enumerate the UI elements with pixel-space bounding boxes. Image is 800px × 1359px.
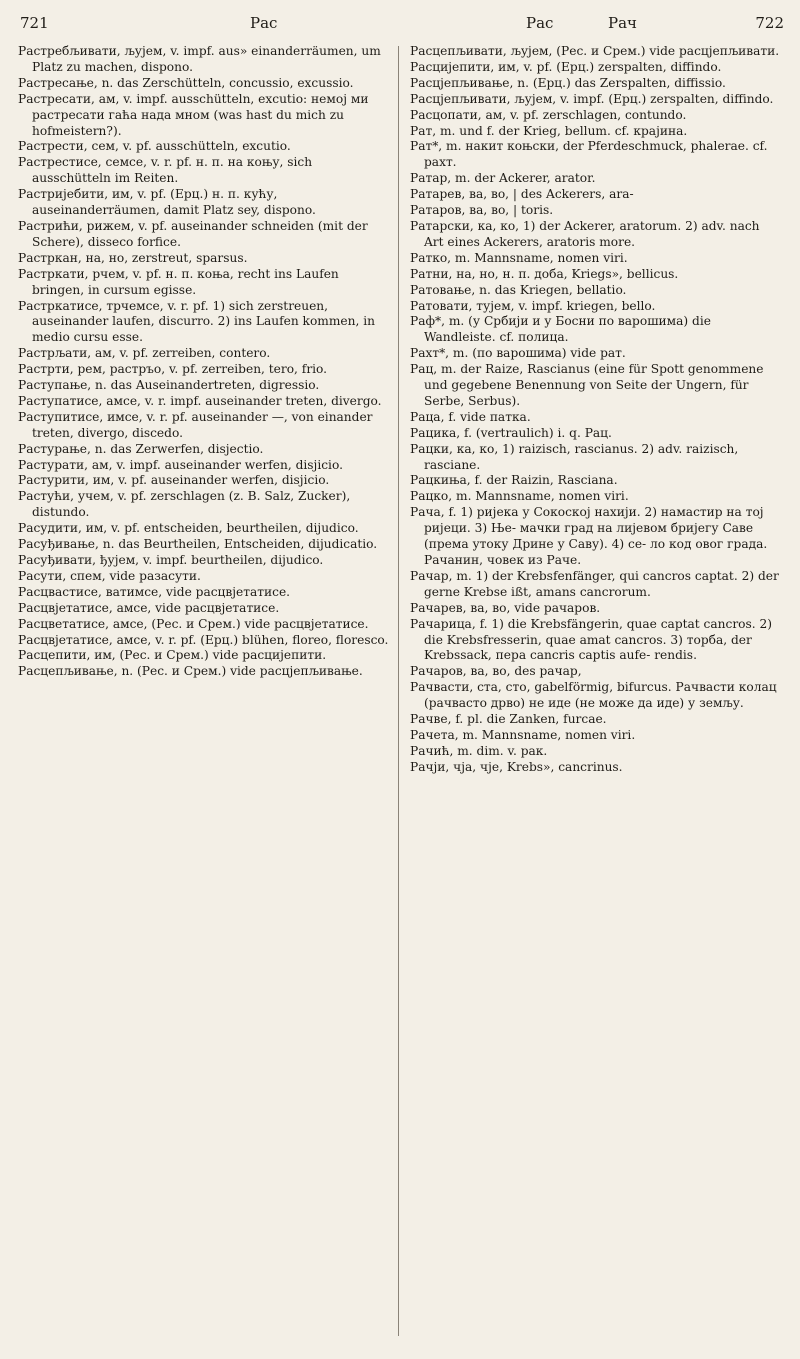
dictionary-entry: Растресати, ам, v. impf. ausschütteln, excutio: немој ми растресати гаћа нада мном (was hast du mich zu hofmeistern?). <box>18 91 369 138</box>
dictionary-entry: Рача, f. 1) ријека у Сокоској нахији. 2) намастир на тој ријеци. 3) Ње- мачки град на лијевом бријегу Саве (према утоку Дрине у Саву). 4) се- ло код овог града. Рачанин, човек из Раче. <box>410 505 768 567</box>
dictionary-entry: Раступање, n. das Auseinandertreten, digressio. <box>18 378 320 393</box>
dictionary-entry: Рачји, чја, чје, Krebs», cancrinus. <box>410 759 623 774</box>
dictionary-entry: Раца, f. vide патка. <box>410 409 531 424</box>
dictionary-entry: Ратовање, n. das Kriegen, bellatio. <box>410 282 627 297</box>
dictionary-entry: Расцвастисе, ватимсе, vide расцвјетатисе. <box>18 584 291 599</box>
dictionary-entry: Расцјепљивање, n. (Ерц.) das Zerspalten, diffissio. <box>410 75 726 90</box>
dictionary-entry: Расуђивати, ђујем, v. impf. beurtheilen, dijudico. <box>18 553 324 567</box>
dictionary-entry: Растрести, сем, v. pf. ausschütteln, excutio. <box>18 139 291 154</box>
dictionary-entry: Рацки, ка, ко, 1) raizisch, rascianus. 2) adv. raizisch, rasciane. <box>410 441 739 472</box>
dictionary-entry: Ратко, m. Mannsname, nomen viri. <box>410 250 628 265</box>
dictionary-entry: Рачар, m. 1) der Krebsfenfänger, qui cancros captat. 2) der gerne Krebse ißt, amans cancrorum. <box>410 568 779 599</box>
dictionary-entry: Растријебити, им, v. pf. (Ерц.) н. п. кућу, auseinanderräumen, damit Platz sey, dispono. <box>18 187 316 218</box>
dictionary-entry: Ратар, m. der Ackerer, arator. <box>410 171 596 186</box>
dictionary-entry: Расцепљивати, љујем, (Рес. и Срем.) vide расцјепљивати. <box>410 44 780 58</box>
dictionary-entry: Расуђивање, n. das Beurtheilen, Entscheiden, dijudicatio. <box>18 537 378 552</box>
left-column <box>18 44 390 680</box>
dictionary-entry: Расцијепити, им, v. pf. (Ерц.) zerspalten, diffindo. <box>410 59 722 74</box>
dictionary-entry: Растресање, n. das Zerschütteln, concussio, excussio. <box>18 75 354 90</box>
right-running-headword: Рач <box>608 14 637 32</box>
dictionary-entry: Ратни, на, но, н. п. доба, Kriegs», bellicus. <box>410 266 679 281</box>
dictionary-entry: Растркатисе, трчемсе, v. r. pf. 1) sich zerstreuen, auseinander laufen, discurro. 2) ins Laufen kommen, in medio cursu esse. <box>18 298 375 345</box>
middle-running-headword: Рас <box>526 14 554 32</box>
dictionary-entry: Растребљивати, љујем, v. impf. aus» einanderräumen, um Platz zu machen, dispono. <box>18 44 381 74</box>
dictionary-entry: Растрљати, ам, v. pf. zerreiben, contero. <box>18 346 271 361</box>
dictionary-entry: Расути, спем, vide разасути. <box>18 568 201 583</box>
dictionary-entry: Растрти, рем, растръо, v. pf. zerreiben, tero, frio. <box>18 362 328 377</box>
dictionary-entry: Рачве, f. pl. die Zanken, furcae. <box>410 712 607 727</box>
dictionary-entry: Ратарски, ка, ко, 1) der Ackerer, aratorum. 2) adv. nach Art eines Ackerers, aratoris more. <box>410 218 760 249</box>
dictionary-entry: Рачић, m. dim. v. рак. <box>410 743 548 758</box>
dictionary-entry: Растурити, им, v. pf. auseinander werfen, disjicio. <box>18 473 330 488</box>
dictionary-entry: Растући, учем, v. pf. zerschlagen (z. B. Salz, Zucker), distundo. <box>18 489 351 520</box>
dictionary-entry: Расцвјетатисе, амсе, vide расцвјетатисе. <box>18 600 280 615</box>
page-header <box>20 14 784 36</box>
left-running-headword: Рас <box>250 14 278 32</box>
dictionary-entry: Ратарев, ва, во, | des Ackerers, ara- <box>410 187 634 202</box>
dictionary-entry: Растрићи, рижем, v. pf. auseinander schneiden (mit der Schere), disseco forfice. <box>18 218 368 249</box>
dictionary-entry: Расцвјетатисе, амсе, v. r. pf. (Ерц.) blühen, floreo, floresco. <box>18 632 389 647</box>
dictionary-entry: Рачарица, f. 1) die Krebsfängerin, quae captat cancros. 2) die Krebsfresserin, quae amat cancros. 3) торба, der Krebssack, пера cancris captis aufe- rendis. <box>410 616 772 663</box>
dictionary-entry: Расудити, им, v. pf. entscheiden, beurtheilen, dijudico. <box>18 521 359 536</box>
dictionary-entry: Рачарев, ва, во, vide рачаров. <box>410 600 601 615</box>
dictionary-entry: Рац, m. der Raize, Rascianus (eine für Spott genommene und gegebene Benennung von Seite der Ungern, für Serbe, Serbus). <box>410 362 764 408</box>
dictionary-entry: Рахт*, m. (по варошима) vide рат. <box>410 346 626 361</box>
dictionary-entry: Рачаров, ва, во, des рачар, <box>410 664 582 679</box>
dictionary-entry: Рат, m. und f. der Krieg, bellum. cf. крајина. <box>410 123 688 138</box>
dictionary-entry: Ратаров, ва, во, | toris. <box>410 203 554 218</box>
dictionary-entry: Растркати, рчем, v. pf. н. п. коња, recht ins Laufen bringen, in cursum egisse. <box>18 266 339 297</box>
dictionary-entry: Расцепљивање, n. (Рес. и Срем.) vide расцјепљивање. <box>18 664 363 679</box>
dictionary-entry: Раф*, m. (у Србији и у Босни по варошима) die Wandleiste. cf. полица. <box>410 314 711 345</box>
dictionary-entry: Расцјепљивати, љујем, v. impf. (Ерц.) zerspalten, diffindo. <box>410 91 774 106</box>
right-column <box>410 44 782 776</box>
dictionary-entry: Растурати, ам, v. impf. auseinander werfen, disjicio. <box>18 457 343 472</box>
dictionary-entry: Растркан, на, но, zerstreut, sparsus. <box>18 250 248 265</box>
dictionary-entry: Раступитисе, имсе, v. r. pf. auseinander —, von einander treten, divergo, discedo. <box>18 409 373 440</box>
right-page-number: 722 <box>755 14 784 32</box>
dictionary-entry: Раступатисе, амсе, v. r. impf. auseinander treten, divergo. <box>18 393 382 408</box>
dictionary-entry: Ратовати, тујем, v. impf. kriegen, bello. <box>410 298 656 313</box>
column-divider <box>398 46 399 1336</box>
dictionary-entry: Расцопати, ам, v. pf. zerschlagen, contundo. <box>410 107 687 122</box>
dictionary-entry: Расцепити, им, (Рес. и Срем.) vide расцијепити. <box>18 648 327 663</box>
left-page-number: 721 <box>20 14 49 32</box>
dictionary-entry: Рачета, m. Mannsname, nomen viri. <box>410 727 636 742</box>
dictionary-entry: Рат*, m. накит коњски, der Pferdeschmuck, phalerae. cf. рахт. <box>410 139 768 170</box>
dictionary-entry: Растурање, n. das Zerwerfen, disjectio. <box>18 441 264 456</box>
dictionary-entry: Рацика, f. (vertraulich) i. q. Рац. <box>410 425 612 440</box>
dictionary-entry: Рачвасти, ста, сто, gabelförmig, bifurcus. Рачвасти колац (рачвасто дрво) не иде (не може да иде) у земљу. <box>410 680 777 711</box>
dictionary-entry: Рацкиња, f. der Raizin, Rasciana. <box>410 473 618 488</box>
dictionary-entry: Растрестисе, семсе, v. r. pf. н. п. на коњу, sich ausschütteln im Reiten. <box>18 155 313 186</box>
dictionary-entry: Рацко, m. Mannsname, nomen viri. <box>410 489 629 504</box>
dictionary-entry: Расцветатисе, амсе, (Рес. и Срем.) vide расцвјетатисе. <box>18 616 369 631</box>
